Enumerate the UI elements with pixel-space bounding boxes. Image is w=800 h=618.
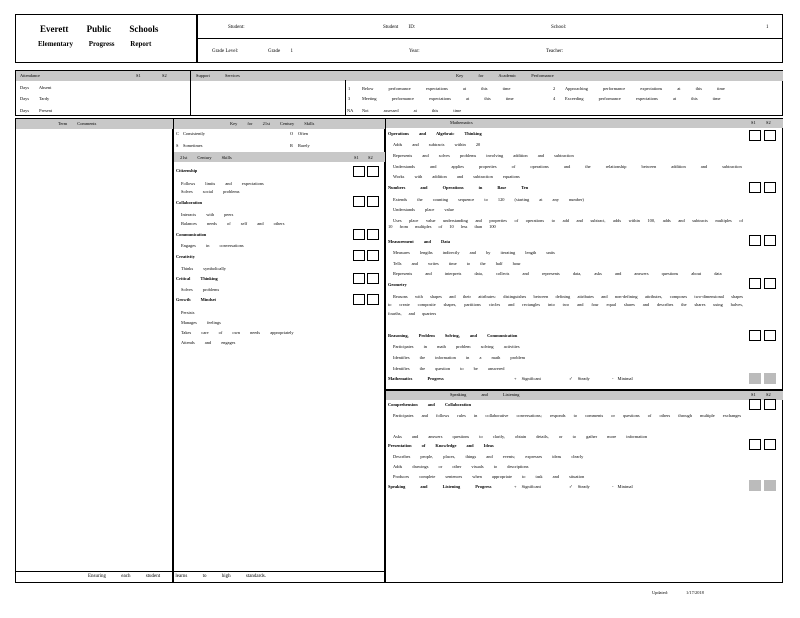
skill-item: Engages in conversations xyxy=(181,243,244,248)
skill-item: Follows limits and expectations xyxy=(181,181,264,186)
student-label: Student: xyxy=(228,25,245,30)
math-progress-s2-box[interactable] xyxy=(764,373,776,384)
speaking-item: Asks and answers questions to clarify, obtain details, or to gather more information xyxy=(393,434,648,439)
skill-item: Takes care of own needs appropriately xyxy=(181,330,294,335)
skills-key-text-r: Rarely xyxy=(298,143,310,148)
speaking-item: Participates and follows rules in collaborative conversations; responds to comments or questions of others through multiple exchanges xyxy=(393,413,742,418)
math-progress-steady: ✓ Steady xyxy=(569,376,590,381)
speaking-s1-header: S1 xyxy=(751,392,756,397)
speaking-s2-checkbox[interactable] xyxy=(764,439,776,450)
skill-group-citizenship: Citizenship xyxy=(176,168,198,173)
math-group-measurement: Measurement and Data xyxy=(388,239,451,244)
math-item: Extends the counting sequence to 120 (starting at any number) xyxy=(393,197,584,202)
attendance-divider xyxy=(190,70,191,116)
skill-item: Attends and engages xyxy=(181,340,236,345)
grade-value: Grade 1 xyxy=(268,49,293,54)
math-group-reasoning: Reasoning, Problem Solving, and Communication xyxy=(388,333,518,338)
math-s1-checkbox[interactable] xyxy=(749,235,761,246)
math-item: Reasons with shapes and their attributes: distinguishes between defining attributes and non-defining attributes, composes two-dimensional shapes to create composite shapes, partitions circles and rectangles into two and four equal shares and describes the shares using halves, fourths, and quarters xyxy=(388,294,743,316)
key-code-4: 4 xyxy=(553,96,556,101)
comments-title: Term Comments xyxy=(58,121,97,126)
math-item: Uses place value understanding and properties of operations to add and subtract, adds within 100, adds and subtracts multiples of 10 from multiples of 10 less than 100 xyxy=(388,218,743,229)
math-group-numbers: Numbers and Operations in Base Ten xyxy=(388,185,529,190)
skill-s2-checkbox[interactable] xyxy=(367,229,379,240)
skills-key-code-o: O xyxy=(290,131,294,136)
skill-s1-checkbox[interactable] xyxy=(353,273,365,284)
math-item: Measures lengths indirectly and by iterating length units xyxy=(393,250,555,255)
skill-group-critical-thinking: Critical Thinking xyxy=(176,276,218,281)
key-code-2: 2 xyxy=(553,86,556,91)
skills-key-title: Key for 21st Century Skills xyxy=(230,121,315,126)
attendance-s2-header: S2 xyxy=(162,73,167,78)
skill-s2-checkbox[interactable] xyxy=(367,196,379,207)
math-item: Tells and writes time to the half hour xyxy=(393,261,521,266)
math-item: Identifies the information in a math problem xyxy=(393,355,526,360)
math-s1-header: S1 xyxy=(751,120,756,125)
skill-s2-checkbox[interactable] xyxy=(367,294,379,305)
speaking-group-comprehension: Comprehension and Collaboration xyxy=(388,402,472,407)
top-panel-header-bar xyxy=(16,71,783,81)
teacher-label: Teacher: xyxy=(546,49,564,54)
key-text-4: Exceeding performance expectations at this time xyxy=(565,96,721,101)
attendance-s1-header: S1 xyxy=(136,73,141,78)
speaking-s2-header: S2 xyxy=(766,392,771,397)
speaking-title: Speaking and Listening xyxy=(450,392,520,397)
math-s2-checkbox[interactable] xyxy=(764,130,776,141)
math-s2-header: S2 xyxy=(766,120,771,125)
math-title: Mathematics xyxy=(450,120,473,125)
speaking-group-presentation: Presentation of Knowledge and Ideas xyxy=(388,443,494,448)
key-code-3: 3 xyxy=(348,96,351,101)
skills-key-text-o: Often xyxy=(298,131,308,136)
math-s1-checkbox[interactable] xyxy=(749,330,761,341)
skills-key-text-c: Consistently xyxy=(183,131,205,136)
math-s2-checkbox[interactable] xyxy=(764,182,776,193)
support-divider xyxy=(345,80,346,116)
skill-item: Interacts with peers xyxy=(181,212,234,217)
speaking-header-bar xyxy=(386,391,783,400)
speaking-progress-s2-box[interactable] xyxy=(764,480,776,491)
attendance-title: Attendance xyxy=(20,73,40,78)
header-divider xyxy=(197,38,783,39)
math-progress-label: Mathematics Progress xyxy=(388,376,444,381)
math-progress-minimal: - Minimal xyxy=(612,376,633,381)
speaking-progress-minimal: - Minimal xyxy=(612,484,633,489)
skill-s1-checkbox[interactable] xyxy=(353,250,365,261)
math-s2-checkbox[interactable] xyxy=(764,330,776,341)
report-title: Elementary Progress Report xyxy=(38,40,152,48)
skill-s1-checkbox[interactable] xyxy=(353,294,365,305)
math-item: Adds and subtracts within 20 xyxy=(393,142,481,147)
academic-key-title: Key for Academic Performance xyxy=(456,73,554,78)
key-text-na: Not assessed at this time xyxy=(362,108,462,113)
attendance-row-tardy: Days Tardy xyxy=(20,96,50,101)
skill-item: Manages feelings xyxy=(181,320,221,325)
key-code-na: NA xyxy=(347,108,354,113)
skill-item: Solves social problems xyxy=(181,189,240,194)
header-logo-box xyxy=(15,14,197,63)
math-progress-s1-box[interactable] xyxy=(749,373,761,384)
speaking-item: Describes people, places, things and events; expresses ideas clearly xyxy=(393,454,584,459)
math-s1-checkbox[interactable] xyxy=(749,130,761,141)
attendance-row-absent: Days Absent xyxy=(20,85,52,90)
key-text-2: Approaching performance expectations at this time xyxy=(565,86,725,91)
speaking-item: Adds drawings or other visuals to descriptions xyxy=(393,464,529,469)
skill-s1-checkbox[interactable] xyxy=(353,166,365,177)
math-item: Represents and interprets data, collects and represents data, asks and answers questions about data xyxy=(393,271,722,276)
skill-item: Persists xyxy=(181,310,195,315)
skill-item: Thinks symbolically xyxy=(181,266,226,271)
comments-footer-motto: Ensuring each student learns to high standards. xyxy=(88,574,267,579)
skill-s1-checkbox[interactable] xyxy=(353,196,365,207)
skill-item: Solves problems xyxy=(181,287,220,292)
year-label: Year: xyxy=(409,49,420,54)
speaking-s2-checkbox[interactable] xyxy=(764,399,776,410)
speaking-s1-checkbox[interactable] xyxy=(749,439,761,450)
math-progress-significant: + Significant xyxy=(514,376,541,381)
math-header-bar xyxy=(386,119,783,128)
math-item: Identifies the question to be answered xyxy=(393,366,505,371)
math-s1-checkbox[interactable] xyxy=(749,278,761,289)
skills-key-code-r: R xyxy=(290,143,293,148)
student-id-label: Student ID: xyxy=(383,25,416,30)
key-text-1: Below performance expectations at this time xyxy=(362,86,511,91)
skills-key-text-s: Sometimes xyxy=(183,143,203,148)
skills-s1-header: S1 xyxy=(354,155,359,160)
skill-s1-checkbox[interactable] xyxy=(353,229,365,240)
math-s2-checkbox[interactable] xyxy=(764,278,776,289)
math-group-geometry: Geometry xyxy=(388,282,407,287)
skills-box xyxy=(173,118,385,583)
attendance-row-present: Days Present xyxy=(20,108,53,113)
key-text-3: Meeting performance expectations at this time xyxy=(362,96,514,101)
skill-s2-checkbox[interactable] xyxy=(367,273,379,284)
skill-s2-checkbox[interactable] xyxy=(367,166,379,177)
speaking-progress-steady: ✓ Steady xyxy=(569,484,590,489)
school-name: Everett Public Schools xyxy=(40,24,159,34)
updated-date: 1/17/2018 xyxy=(686,590,704,595)
speaking-progress-significant: + Significant xyxy=(514,484,541,489)
skills-key-code-s: S xyxy=(176,143,179,148)
speaking-progress-label: Speaking and Listening Progress xyxy=(388,484,492,489)
math-s2-checkbox[interactable] xyxy=(764,235,776,246)
skill-s2-checkbox[interactable] xyxy=(367,250,379,261)
skill-group-growth-mindset: Growth Mindset xyxy=(176,297,217,302)
comments-box xyxy=(15,118,173,583)
skill-item: Balances needs of self and others xyxy=(181,221,285,226)
speaking-item: Produces complete sentences when appropriate to task and situation xyxy=(393,474,585,479)
skills-s2-header: S2 xyxy=(368,155,373,160)
school-label: School: xyxy=(551,25,567,30)
math-item: Understands and applies properties of operations and the relationship between addition and subtraction xyxy=(393,164,742,169)
skill-group-creativity: Creativity xyxy=(176,254,195,259)
skill-group-collaboration: Collaboration xyxy=(176,200,203,205)
math-item: Understands place value xyxy=(393,207,454,212)
support-services-title: Support Services xyxy=(196,73,240,78)
updated-label: Updated: xyxy=(652,590,669,595)
page-number: 1 xyxy=(766,25,769,30)
grade-level-label: Grade Level: xyxy=(212,49,239,54)
math-item: Works with addition and subtraction equations xyxy=(393,174,520,179)
skills-key-code-c: C xyxy=(176,131,179,136)
skills-title: 21st Century Skills xyxy=(180,155,232,160)
key-code-1: 1 xyxy=(348,86,351,91)
math-item: Represents and solves problems involving addition and subtraction xyxy=(393,153,574,158)
speaking-s1-checkbox[interactable] xyxy=(749,399,761,410)
skill-group-communication: Communication xyxy=(176,232,207,237)
math-s1-checkbox[interactable] xyxy=(749,182,761,193)
speaking-progress-s1-box[interactable] xyxy=(749,480,761,491)
math-item: Participates in math problem solving activities xyxy=(393,344,520,349)
math-group-operations: Operations and Algebraic Thinking xyxy=(388,131,482,136)
